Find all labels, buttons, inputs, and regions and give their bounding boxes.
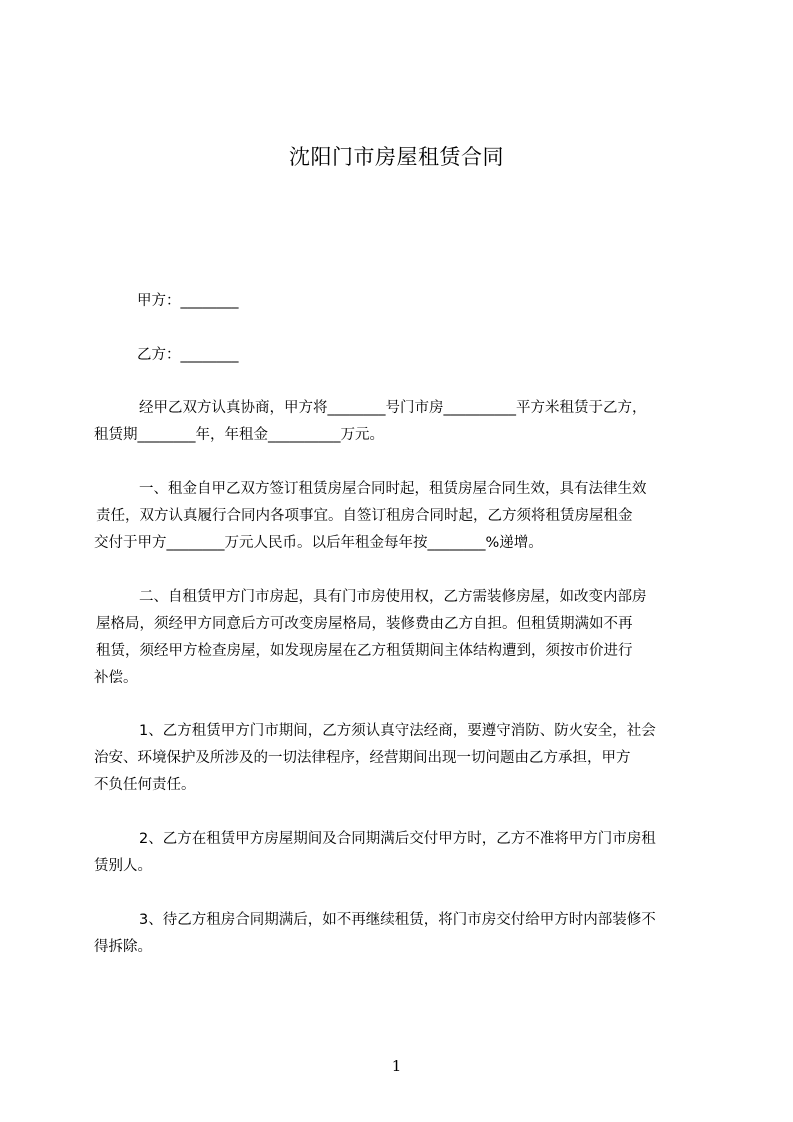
party-b-label: 乙方： xyxy=(137,347,181,363)
item-3-line: 得拆除。 xyxy=(94,939,152,955)
clause-2-line: 屋格局，须经甲方同意后方可改变房屋格局，装修费由乙方自担。但租赁期满如不再 xyxy=(96,616,633,632)
clause-1-line: 一、租金自甲乙双方签订租赁房屋合同时起，租赁房屋合同生效，具有法律生效 xyxy=(139,481,647,497)
item-2-line: 赁别人。 xyxy=(94,858,152,874)
item-1-line: 1、乙方租赁甲方门市期间，乙方须认真守法经商，要遵守消防、防火安全，社会 xyxy=(139,723,656,739)
clause-2-line: 补偿。 xyxy=(94,670,138,686)
clause-1-line: 责任，双方认真履行合同内各项事宜。自签订租房合同时起，乙方须将租赁房屋租金 xyxy=(96,508,633,524)
clause-2-line: 二、自租赁甲方门市房起，具有门市房使用权，乙方需装修房屋，如改变内部房 xyxy=(139,589,647,605)
party-a-value: ________ xyxy=(180,293,239,309)
party-b-value: ________ xyxy=(180,347,239,363)
party-a-line xyxy=(137,291,239,311)
party-a-label: 甲方： xyxy=(137,293,181,309)
party-b-line xyxy=(137,345,239,365)
page-number: 1 xyxy=(391,1057,402,1075)
item-2-line: 2、乙方在租赁甲方房屋期间及合同期满后交付甲方时，乙方不准将甲方门市房租 xyxy=(139,831,656,847)
item-1-line: 治安、环境保护及所涉及的一切法律程序，经营期间出现一切问题由乙方承担，甲方 xyxy=(94,750,631,766)
intro-line: 经甲乙双方认真协商，甲方将________号门市房__________平方米租赁于乙方， xyxy=(139,400,647,416)
clause-2-line: 租赁，须经甲方检查房屋，如发现房屋在乙方租赁期间主体结构遭到，须按市价进行 xyxy=(96,643,633,659)
item-3-line: 3、待乙方租房合同期满后，如不再继续租赁，将门市房交付给甲方时内部装修不 xyxy=(139,912,656,928)
intro-line: 租赁期________年，年租金__________万元。 xyxy=(94,427,384,443)
document-title: 沈阳门市房屋租赁合同 xyxy=(289,145,504,169)
clause-1-line: 交付于甲方________万元人民币。以后年租金每年按________%递增。 xyxy=(94,535,543,551)
item-1-line: 不负任何责任。 xyxy=(94,777,196,793)
